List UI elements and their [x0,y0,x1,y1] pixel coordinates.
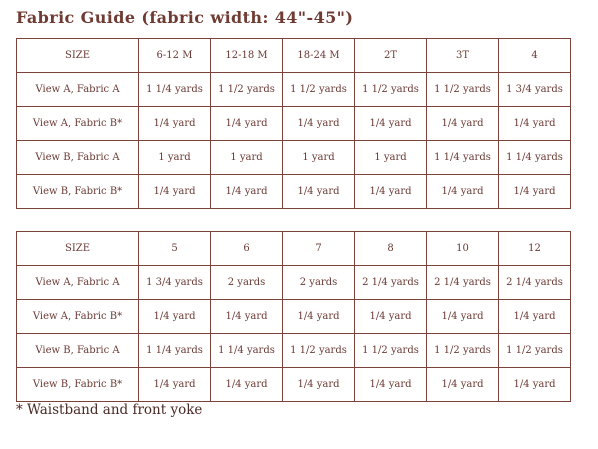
header-cell-size: SIZE [17,232,139,266]
table-row [17,368,571,402]
table-row [17,334,571,368]
header-row [17,39,571,73]
header-cell: 6-12 M [139,39,211,73]
row-label: View B, Fabric A [17,141,139,175]
table-cell: 1 1/2 yards [283,73,355,107]
header-cell: 5 [139,232,211,266]
table-cell: 1/4 yard [211,107,283,141]
table-cell: 1/4 yard [499,107,571,141]
table-cell: 1/4 yard [499,175,571,209]
table-cell: 1/4 yard [499,300,571,334]
table-cell: 1 1/4 yards [499,141,571,175]
table-cell: 1 yard [283,141,355,175]
header-cell: 2T [355,39,427,73]
table-cell: 1 yard [139,141,211,175]
row-label: View A, Fabric B* [17,300,139,334]
table-cell: 1/4 yard [427,107,499,141]
table-cell: 1/4 yard [355,368,427,402]
table-row [17,175,571,209]
table-cell: 1/4 yard [283,175,355,209]
footnote: * Waistband and front yoke [16,402,203,418]
table-cell: 1/4 yard [355,300,427,334]
table-cell: 1/4 yard [283,300,355,334]
table-cell: 2 1/4 yards [355,266,427,300]
table-cell: 1/4 yard [139,107,211,141]
table-body [17,39,571,209]
table-cell: 1/4 yard [427,175,499,209]
table-cell: 1/4 yard [211,368,283,402]
table-cell: 2 yards [283,266,355,300]
row-label: View A, Fabric A [17,73,139,107]
table-cell: 1 1/4 yards [427,141,499,175]
table-cell: 1 1/4 yards [139,73,211,107]
table-row [17,73,571,107]
table-cell: 1/4 yard [427,368,499,402]
table-cell: 2 1/4 yards [427,266,499,300]
header-cell: 18-24 M [283,39,355,73]
table-row [17,141,571,175]
row-label: View B, Fabric B* [17,175,139,209]
table-row [17,266,571,300]
table-cell: 1/4 yard [139,175,211,209]
table-cell: 1/4 yard [283,368,355,402]
table-cell: 1/4 yard [427,300,499,334]
table-cell: 2 yards [211,266,283,300]
header-cell: 12-18 M [211,39,283,73]
table-cell: 1 1/2 yards [211,73,283,107]
table-cell: 1 3/4 yards [139,266,211,300]
table-cell: 1 1/2 yards [355,73,427,107]
table-cell: 1/4 yard [283,107,355,141]
table-cell: 1 yard [211,141,283,175]
header-cell: 4 [499,39,571,73]
header-cell: 10 [427,232,499,266]
table-cell: 1 1/2 yards [499,334,571,368]
row-label: View B, Fabric B* [17,368,139,402]
header-cell: 8 [355,232,427,266]
row-label: View B, Fabric A [17,334,139,368]
table-cell: 1/4 yard [139,368,211,402]
fabric-table-sizes-child [16,231,571,402]
header-row [17,232,571,266]
page-title: Fabric Guide (fabric width: 44"-45") [16,8,354,27]
table-cell: 1/4 yard [499,368,571,402]
table-cell: 1 yard [355,141,427,175]
table-cell: 1/4 yard [211,300,283,334]
table-cell: 1 1/4 yards [211,334,283,368]
table-cell: 1 1/2 yards [427,334,499,368]
fabric-table-sizes-infant-toddler [16,38,571,209]
table-cell: 1 1/4 yards [139,334,211,368]
table-cell: 1 3/4 yards [499,73,571,107]
table-cell: 1/4 yard [139,300,211,334]
table-cell: 1/4 yard [355,175,427,209]
table-cell: 1 1/2 yards [427,73,499,107]
header-cell-size: SIZE [17,39,139,73]
header-cell: 6 [211,232,283,266]
table-cell: 1/4 yard [211,175,283,209]
header-cell: 3T [427,39,499,73]
table-body [17,232,571,402]
table-row [17,107,571,141]
table-row [17,300,571,334]
header-cell: 7 [283,232,355,266]
table-cell: 1 1/2 yards [283,334,355,368]
header-cell: 12 [499,232,571,266]
table-cell: 1/4 yard [355,107,427,141]
table-cell: 1 1/2 yards [355,334,427,368]
table-cell: 2 1/4 yards [499,266,571,300]
row-label: View A, Fabric A [17,266,139,300]
row-label: View A, Fabric B* [17,107,139,141]
